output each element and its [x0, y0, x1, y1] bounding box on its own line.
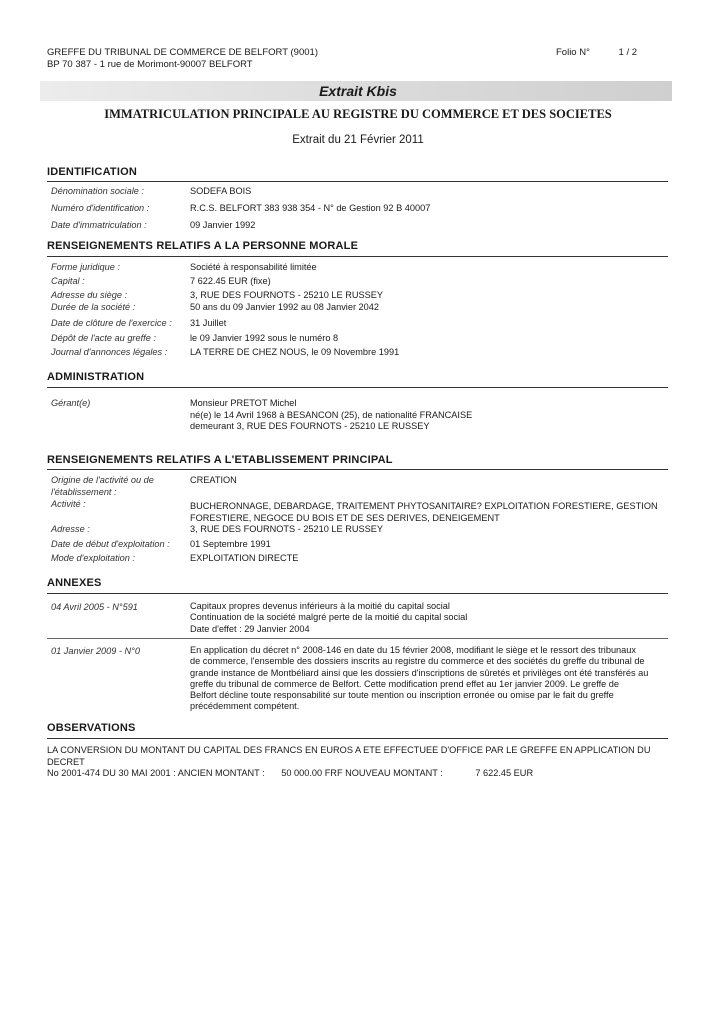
folio-label: Folio N° [556, 47, 590, 58]
observation-line [47, 768, 672, 780]
field-value: 01 Septembre 1991 [190, 539, 271, 549]
field-label: Forme juridique : [51, 262, 120, 272]
field-value: Société à responsabilité limitée [190, 262, 317, 272]
document-subtitle: IMMATRICULATION PRINCIPALE AU REGISTRE DU COMMERCE ET DES SOCIETES [104, 107, 612, 121]
manager-name: Monsieur PRETOT Michel [190, 398, 297, 408]
folio-header [556, 47, 637, 58]
field-value: LA TERRE DE CHEZ NOUS, le 09 Novembre 1991 [190, 347, 400, 357]
section-title-annexes: ANNEXES [47, 577, 102, 589]
annex-entry [190, 645, 670, 713]
field-label: Activité : [51, 499, 86, 509]
activity-line: BUCHERONNAGE, DEBARDAGE, TRAITEMENT PHYTOSANITAIRE? EXPLOITATION FORESTIERE, GESTION [190, 501, 658, 511]
section-divider [47, 256, 668, 257]
registry-name: GREFFE DU TRIBUNAL DE COMMERCE DE BELFORT (9001) [47, 47, 318, 58]
field-label: Adresse du siège : [51, 290, 128, 300]
field-label: Numéro d'identification : [51, 203, 150, 213]
section-divider [47, 593, 668, 594]
field-value: 50 ans du 09 Janvier 1992 au 08 Janvier 2042 [190, 302, 379, 312]
field-label: Mode d'exploitation : [51, 553, 135, 563]
manager-block [47, 398, 672, 438]
annex-line: En application du décret n° 2008-146 en date du 15 février 2008, modifiant le siège et le ressort des tribunaux [190, 645, 636, 655]
field-value: CREATION [190, 475, 237, 485]
field-value: 09 Janvier 1992 [190, 220, 256, 230]
section-title-personne-morale: RENSEIGNEMENTS RELATIFS A LA PERSONNE MORALE [47, 240, 359, 252]
field-label [51, 475, 189, 498]
field-value: 3, RUE DES FOURNOTS - 25210 LE RUSSEY [190, 290, 383, 300]
field-label-line: l'établissement : [51, 486, 117, 497]
annex-date-label: 04 Avril 2005 - N°591 [51, 602, 138, 612]
field-label: Dénomination sociale : [51, 186, 144, 196]
activity-line: FORESTIERE, NEGOCE DU BOIS ET DE SES DERIVES, DENEIGEMENT [190, 512, 500, 523]
observations-text [47, 745, 672, 780]
section-title-identification: IDENTIFICATION [47, 166, 137, 178]
field-label: Capital : [51, 276, 85, 286]
annex-line: de commerce, l'ensemble des dossiers inscrits au registre du commerce et des sociétés du greffe du tribunal de [190, 656, 645, 667]
old-amount: 50 000.00 FRF [281, 768, 343, 778]
field-row [47, 499, 672, 523]
section-title-observations: OBSERVATIONS [47, 722, 136, 734]
field-label: Adresse : [51, 524, 90, 534]
annex-line: Date d'effet : 29 Janvier 2004 [190, 623, 310, 634]
observation-line: LA CONVERSION DU MONTANT DU CAPITAL DES FRANCS EN EUROS A ETE EFFECTUEE D'OFFICE PAR LE GREFFE EN APPLICATION DU DECRET [47, 745, 651, 767]
new-amount: 7 622.45 EUR [475, 768, 534, 778]
field-label: Date d'immatriculation : [51, 220, 147, 230]
annex-line: greffe du tribunal de commerce de Belfort. Cette modification prend effet au 1er janvier 2009. Le greffe de [190, 678, 620, 689]
annex-divider [47, 638, 668, 639]
annex-line: Belfort décline toute responsabilité sur toute mention ou inscription erronée ou omise par le fait du greffe [190, 690, 614, 701]
field-value: 7 622.45 EUR (fixe) [190, 276, 271, 286]
annex-date-label: 01 Janvier 2009 - N°0 [51, 646, 140, 656]
new-amount-label: NOUVEAU MONTANT : [345, 768, 443, 778]
field-row [47, 475, 672, 499]
field-label-line: Origine de l'activité ou de [51, 475, 154, 485]
annex-line: Capitaux propres devenus inférieurs à la moitié du capital social [190, 601, 450, 611]
field-value: SODEFA BOIS [190, 186, 252, 196]
page-indicator: 1 / 2 [618, 47, 638, 58]
field-value: EXPLOITATION DIRECTE [190, 553, 299, 563]
annex-line: grande instance de Montbéliard ainsi que les dossiers d'inscriptions de sûretés et privilèges ont été transférés au [190, 667, 649, 678]
field-label: Journal d'annonces légales : [51, 347, 168, 357]
field-value: 3, RUE DES FOURNOTS - 25210 LE RUSSEY [190, 524, 383, 534]
field-label: Date de clôture de l'exercice : [51, 318, 172, 328]
old-amount-label: No 2001-474 DU 30 MAI 2001 : ANCIEN MONTANT : [47, 768, 265, 778]
document-title: Extrait Kbis [319, 83, 397, 99]
section-divider [47, 387, 668, 388]
annex-entry [190, 601, 670, 635]
manager-details [190, 398, 670, 433]
section-divider [47, 469, 668, 470]
field-label: Date de début d'exploitation : [51, 539, 170, 549]
field-value: 31 Juillet [190, 318, 227, 328]
annex-line: Continuation de la société malgré perte de la moitié du capital social [190, 612, 468, 623]
section-title-administration: ADMINISTRATION [47, 371, 145, 383]
section-divider [47, 181, 668, 182]
field-value: R.C.S. BELFORT 383 938 354 - N° de Gestion 92 B 40007 [190, 203, 431, 213]
field-label: Gérant(e) [51, 398, 91, 408]
field-value: le 09 Janvier 1992 sous le numéro 8 [190, 333, 339, 343]
registry-address: BP 70 387 - 1 rue de Morimont-90007 BELFORT [47, 59, 253, 70]
field-label: Dépôt de l'acte au greffe : [51, 333, 156, 343]
section-divider [47, 738, 668, 739]
registry-header [47, 47, 318, 71]
manager-birth: né(e) le 14 Avril 1968 à BESANCON (25), de nationalité FRANCAISE [190, 409, 473, 420]
field-label: Durée de la société : [51, 302, 136, 312]
field-value [190, 501, 670, 524]
annex-line: précédemment compétent. [190, 701, 300, 712]
extract-date: Extrait du 21 Février 2011 [292, 134, 424, 146]
section-title-etablissement: RENSEIGNEMENTS RELATIFS A L'ETABLISSEMENT PRINCIPAL [47, 454, 393, 466]
manager-address: demeurant 3, RUE DES FOURNOTS - 25210 LE RUSSEY [190, 421, 430, 431]
